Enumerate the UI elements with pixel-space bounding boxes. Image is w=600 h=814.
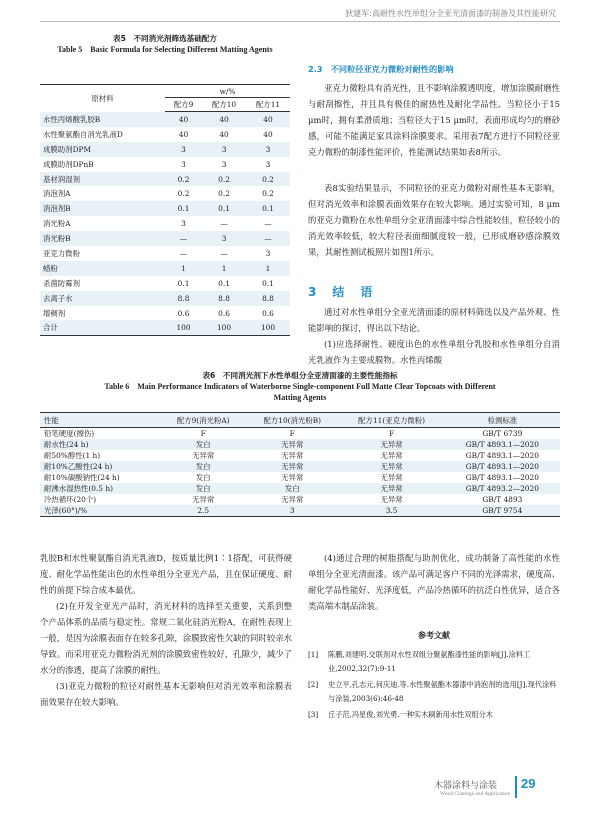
table6-cell-value: 无异常	[281, 495, 304, 504]
table5-cell-value: 3	[165, 142, 202, 157]
section-3-para-2: (1)应选择耐性、硬度出色的水性单组分乳胶和水性单组分自消光乳液作为主要成膜物。水性丙烯酸	[308, 339, 560, 365]
table6-cell-property: 铅笔硬度(擦伤)	[44, 429, 95, 438]
table6-cell-property: 耐沸水湿热性(0.5 h)	[40, 483, 160, 494]
conclusion-para-4: (4)通过合理的树脂搭配与助剂优化，成功制备了高性能的水性单组分全亚光清面漆。该产品可满足客户不同的光泽需求，硬度高、耐化学品性能好、光泽度低，产品冷热循环的抗泛白性优异，适合各类高端木制品涂装。	[308, 553, 560, 611]
table5-cell-material: 成膜助剂DPM	[40, 142, 165, 157]
references-title: 参考文献	[418, 631, 450, 640]
table5-row	[40, 201, 290, 216]
table5-cell-value: —	[264, 219, 272, 229]
table6-cell-value: 3.5	[339, 505, 445, 517]
section-2-3-heading: 2.3 不同粒径亚克力微粉对耐性的影响	[308, 64, 454, 74]
table6-cell-property: 耐10%碳酸钠性(24 h)	[44, 473, 120, 482]
table5-cell-value: 40	[263, 129, 273, 139]
table5-cell-value: 100	[246, 320, 290, 335]
table6-cell-value: GB/T 4893.1—2020	[465, 451, 539, 460]
table5-cell-value: 3	[221, 159, 227, 169]
table6-cell-value: 发白	[195, 473, 211, 482]
table5-row	[40, 246, 290, 261]
table5-cell-value: 3	[265, 159, 271, 169]
reference-item	[308, 678, 560, 706]
table6-row	[40, 428, 560, 440]
table6-cell-value: GB/T 9754	[445, 505, 560, 517]
section-2-3-para-2: 表8实验结果显示，不同粒径的亚克力微粉对耐性基本无影响，但对消光效率和涂膜表面效果存在较大影响。通过实验可知，8 μm的亚克力微粉在水性单组分全亚清面漆中综合性能较佳，粒径较小的消光效率较低，较大粒径表面细腻度较一般，已形成磨砂感涂膜效果，其耐性测试板照片如图1所示。	[308, 183, 560, 257]
table6-cell-property: 耐水性(24 h)	[40, 439, 160, 450]
table6-caption-en-line2: Matting Agents	[273, 393, 327, 402]
table5-cell-value: 100	[165, 320, 202, 335]
table5-cell-material: 去离子水	[40, 291, 165, 306]
table6-cell-value: 无异常	[192, 451, 215, 460]
reference-text: 丘子范,冯星俊,刘光勇.一种实木刷新用水性双组分木	[328, 710, 493, 719]
table6-cell-value: F	[200, 429, 206, 438]
table5-cell-value: 0.6	[262, 308, 274, 318]
table5	[40, 84, 290, 336]
conclusion-para-2: (2)在开发全亚光产品时，消光材料的选择至关重要，关系到整个产品体系的品质与稳定性。常规二氧化硅消光粉A，在耐性表现上一般，是因为涂膜表面存在较多孔隙，涂膜致密性欠缺的同时较亲水导致。而采用亚克力微粉消光剂的涂膜致密性较好，孔隙少，减少了水分的渗透，提高了涂膜的耐性。	[40, 601, 292, 675]
table6-caption	[40, 370, 560, 403]
table6-row	[40, 439, 560, 450]
table6	[40, 412, 560, 517]
table6-row	[40, 483, 560, 494]
table6-cell-value: 无异常	[380, 495, 403, 504]
left-column-conclusions	[40, 550, 292, 710]
table5-cell-value: 40	[246, 112, 290, 127]
table6-cell-value: 无异常	[339, 461, 445, 472]
table6-header: 检测标准	[445, 413, 560, 428]
table6-caption-en-line1: Table 6 Main Performance Indicators of Waterborne Single-component Full Matte Clear Topcoats with Different	[104, 382, 496, 391]
table5-cell-material: 成膜助剂DPnB	[43, 159, 94, 169]
table5-cell-value: 0.1	[202, 201, 246, 216]
table5-cell-value: 40	[219, 129, 229, 139]
table5-cell-value: 3	[181, 219, 186, 229]
table6-cell-value: 无异常	[380, 451, 403, 460]
table5-cell-material: 亚克力微粉	[43, 248, 80, 258]
table5-cell-value: —	[220, 219, 228, 229]
table5-row	[40, 291, 290, 306]
table5-cell-value: 8.8	[202, 291, 246, 306]
right-column-conclusions	[308, 550, 560, 614]
section-3-heading: 3 结 语	[308, 285, 375, 299]
table6-header: 配方9(消光粉A)	[160, 413, 246, 428]
conclusion-para-3: (3)亚克力微粉的粒径对耐性基本无影响但对消光效率和涂膜表面效果存在较大影响。	[40, 681, 292, 707]
table5-row	[40, 276, 290, 291]
table6-cell-value: 发白	[160, 461, 246, 472]
table6-cell-value: 发白	[160, 439, 246, 450]
table5-header-material: 原材料	[40, 85, 165, 112]
journal-name-en: Wood Coatings and Application	[440, 791, 511, 797]
table6-cell-value: GB/T 4893.2—2020	[445, 483, 560, 494]
table5-cell-value: 0.1	[218, 278, 230, 288]
table5-cell-value: 8.8	[246, 291, 290, 306]
table5-cell-material: 杀菌防霉剂	[43, 278, 80, 288]
table6-cell-property: 耐10%乙酸性(24 h)	[40, 461, 160, 472]
table6-cell-value: 2.5	[160, 505, 246, 517]
table6-cell-property: 耐50%醇性(1 h)	[44, 451, 101, 460]
conclusion-para-1: 乳胶B和水性聚氨酯自消光乳液D，按质量比例1∶1搭配，可获得硬度、耐化学品性能出色的水性单组分全亚光产品，且在保证硬度、耐性的前提下综合成本最优。	[40, 553, 292, 595]
table5-unit: w/%	[165, 85, 290, 98]
table6-cell-value: GB/T 6739	[482, 429, 523, 438]
table6-cell-value: 无异常	[339, 439, 445, 450]
table6-caption-zh: 表6 不同消光剂下水性单组分全亚清面漆的主要性能指标	[202, 371, 398, 380]
table5-cell-value: —	[179, 248, 188, 258]
table6-cell-property: 光泽(60°)/%	[40, 505, 160, 517]
table6-cell-value: 无异常	[339, 483, 445, 494]
table5-cell-value: —	[165, 231, 202, 246]
table5-cell-material: 消光粉B	[40, 231, 165, 246]
table5-row	[40, 186, 290, 201]
table6-cell-value: 发白	[160, 483, 246, 494]
table6-cell-value: GB/T 4893	[482, 495, 523, 504]
table5-cell-value: 0.2	[202, 172, 246, 187]
table5-cell-value: 3	[246, 142, 290, 157]
page-number: 29	[521, 776, 536, 791]
table5-cell-material: 基材润湿剂	[40, 172, 165, 187]
table5-cell-value: 0.6	[218, 308, 230, 318]
table5-cell-value: 0.1	[246, 201, 290, 216]
table5-row	[40, 127, 290, 142]
table5-cell-value: 0.2	[246, 172, 290, 187]
reference-text: 史立平,孔志元,何庆迪.等.水性聚氨酯木器漆中消泡剂的选用[J].现代涂料与涂装,2003(6):46-48	[328, 680, 557, 703]
table5-caption	[40, 33, 290, 55]
table5-cell-value: 40	[165, 112, 202, 127]
table5-cell-value: 0.6	[177, 308, 190, 318]
table6-row	[40, 472, 560, 483]
table5-col-header: 配方9	[165, 98, 202, 112]
table5-cell-value: 1	[165, 261, 202, 276]
table6-row	[40, 505, 560, 517]
reference-item	[308, 648, 560, 676]
table5-cell-value: 3	[181, 159, 186, 169]
reference-number: [3]	[308, 710, 319, 719]
table5-caption-en: Table 5 Basic Formula for Selecting Different Matting Agents	[57, 45, 273, 54]
table6-cell-value: GB/T 4893.1—2020	[445, 439, 560, 450]
table6-cell-value: F	[289, 429, 295, 438]
table6-header: 性能	[40, 413, 160, 428]
table5-row	[40, 261, 290, 276]
table5-cell-value: —	[246, 231, 290, 246]
table5-cell-material: 水性聚氨酯自消光乳液D	[43, 129, 123, 139]
table5-cell-material: 合计	[40, 320, 165, 335]
table5-cell-material: 蜡粉	[40, 261, 165, 276]
table6-cell-value: 发白	[246, 483, 339, 494]
table5-cell-value: 40	[202, 112, 246, 127]
table5-col-header: 配方10	[202, 98, 246, 112]
table6-cell-property: 冷热循环(20个)	[44, 495, 97, 504]
running-head: 狄建军:高耐性水性单组分全亚光清面漆的制备及其性能研究	[345, 9, 556, 18]
table5-row	[40, 320, 290, 335]
table5-cell-value: 8.8	[165, 291, 202, 306]
table6-row	[40, 494, 560, 505]
table6-cell-value: 无异常	[281, 473, 304, 482]
table5-cell-value: 0.1	[177, 278, 190, 288]
journal-name: 木器涂料与涂装	[434, 781, 498, 791]
table5-cell-value: 0.2	[165, 172, 202, 187]
table5-row	[40, 112, 290, 127]
table6-row	[40, 450, 560, 461]
references-list	[308, 648, 560, 724]
table6-header: 配方11(亚克力微粉)	[339, 413, 445, 428]
table5-row	[40, 157, 290, 172]
reference-text: 陈鹏,刘建明.交联剂对水性双组分聚氨酯漆性能的影响[J].涂料工业,2002,32(7):9-11	[328, 650, 531, 673]
table5-cell-value: 1	[246, 261, 290, 276]
table5-cell-value: 0.1	[262, 278, 274, 288]
table6-cell-value: 无异常	[281, 451, 304, 460]
table5-cell-value: 100	[202, 320, 246, 335]
section-3-para-1: 通过对水性单组分全亚光清面漆的原材料筛选以及产品外观、性能影响的探讨，得出以下结论。	[308, 307, 560, 333]
table6-cell-value: F	[389, 429, 395, 438]
table6-cell-value: 无异常	[380, 473, 403, 482]
table6-row	[40, 461, 560, 472]
footer-divider	[515, 776, 517, 798]
table5-cell-material: 增稠剂	[43, 308, 66, 318]
table6-cell-value: 无异常	[246, 439, 339, 450]
header-rule	[40, 21, 560, 22]
table6-cell-value: GB/T 4893.1—2020	[465, 473, 539, 482]
table5-cell-value: 40	[178, 129, 189, 139]
table5-cell-material: 消光粉A	[43, 219, 71, 229]
table6-cell-value: 3	[246, 505, 339, 517]
table5-cell-material: 消泡剂B	[40, 201, 165, 216]
table5-row	[40, 172, 290, 187]
table5-caption-zh: 表5 不同消光剂筛选基础配方	[112, 34, 217, 43]
table6-cell-value: GB/T 4893.1—2020	[445, 461, 560, 472]
reference-number: [2]	[308, 680, 319, 689]
table5-cell-value: —	[220, 248, 228, 258]
table5-row	[40, 231, 290, 246]
section-2-3-para-1: 亚克力微粉具有消光性，且不影响涂膜透明度，增加涂膜耐磨性与耐刮擦性，并且具有极佳的耐热性及耐化学品性。当粒径小于15 μm时，拥有柔滑质地；当粒径大于15 μm时，表面形成均匀的磨砂感，可能不能满足家具涂料涂膜要求。采用表7配方进行不同粒径亚克力微粉的制漆性能评价，性能测试结果如表8所示。	[308, 83, 560, 157]
table5-cell-value: 0.1	[165, 201, 202, 216]
table5-cell-value: 0.2	[262, 189, 274, 199]
reference-number: [1]	[308, 650, 319, 659]
table5-cell-value: 3	[202, 231, 246, 246]
table5-cell-material: 水性丙烯酸乳胶B	[40, 112, 165, 127]
table5-cell-value: 0.2	[218, 189, 230, 199]
table5-cell-value: 0.2	[177, 189, 190, 199]
table6-header: 配方10(消光粉B)	[246, 413, 339, 428]
reference-item	[308, 708, 560, 722]
table5-col-header: 配方11	[246, 98, 290, 112]
table5-cell-value: 3	[202, 142, 246, 157]
table6-cell-value: 无异常	[192, 495, 215, 504]
table6-cell-value: 无异常	[246, 461, 339, 472]
table5-cell-value: 1	[202, 261, 246, 276]
table5-row	[40, 142, 290, 157]
table5-cell-material: 消泡剂A	[43, 189, 71, 199]
table5-row	[40, 306, 290, 321]
table5-cell-value: 3	[265, 248, 271, 258]
table5-row	[40, 216, 290, 231]
